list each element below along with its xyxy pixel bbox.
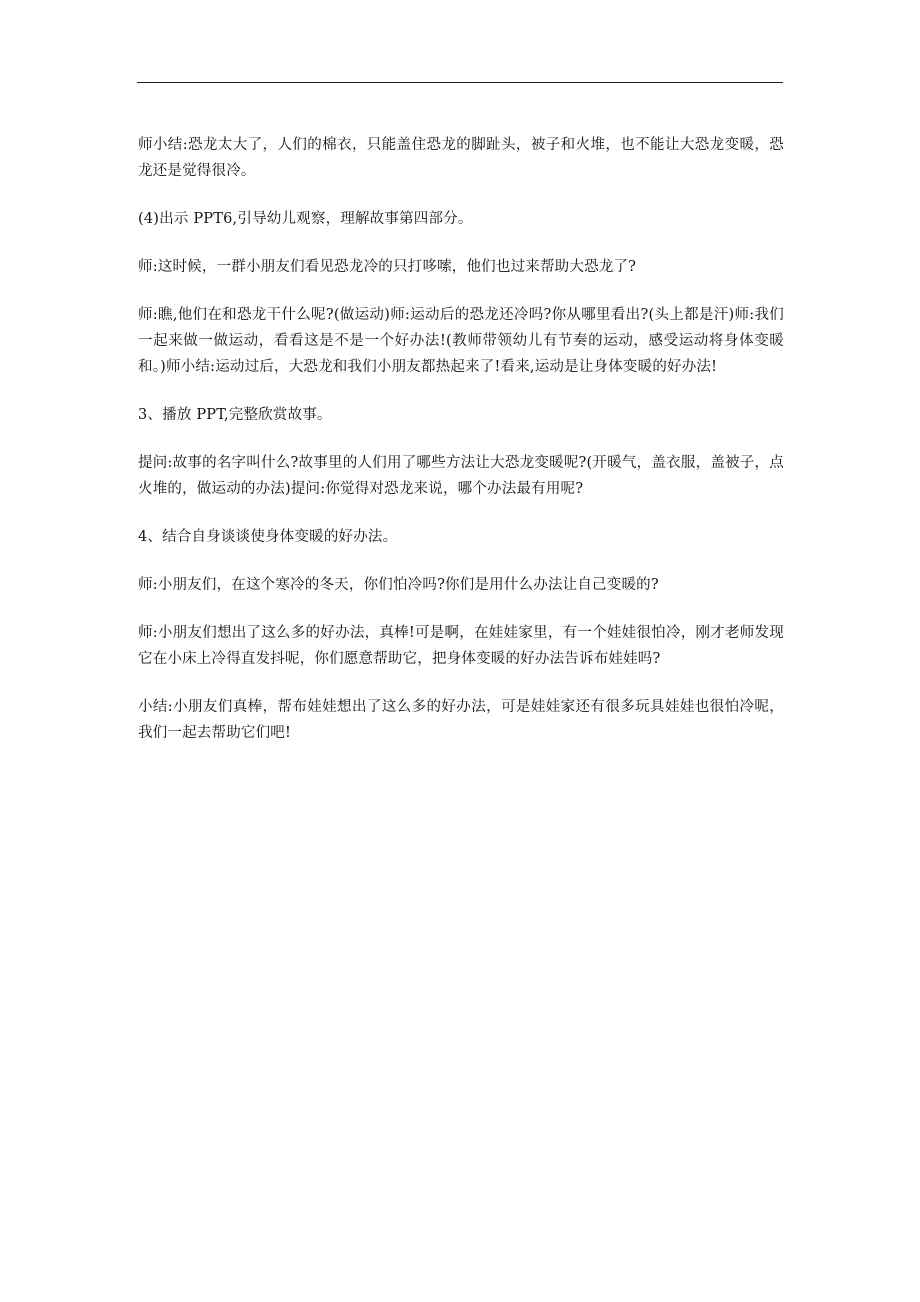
paragraph-final-summary: 小结:小朋友们真棒，帮布娃娃想出了这么多的好办法，可是娃娃家还有很多玩具娃娃也很怕冷呢，我们一起去帮助它们吧! bbox=[138, 699, 784, 741]
paragraph-winter-question: 师:小朋友们，在这个寒冷的冬天，你们怕冷吗?你们是用什么办法让自己变暖的? bbox=[138, 577, 659, 593]
paragraph-exercise: 师:瞧,他们在和恐龙干什么呢?(做运动)师:运动后的恐龙还冷吗?你从哪里看出?(头上都是汗)师:我们一起来做一做运动，看看这是不是一个好办法!(教师带领幼儿有节奏的运动，感受运动将身体变暖和。)师小结:运动过后，大恐龙和我们小朋友都热起来了!看来,运动是让身体变暖的好办法! bbox=[138, 307, 784, 375]
paragraph-ppt6: (4)出示 PPT6,引导幼儿观察，理解故事第四部分。 bbox=[138, 211, 473, 227]
paragraph-questions: 提问:故事的名字叫什么?故事里的人们用了哪些方法让大恐龙变暖呢?(开暖气，盖衣服，盖被子，点火堆的，做运动的办法)提问:你觉得对恐龙来说，哪个办法最有用呢? bbox=[138, 455, 784, 497]
paragraph-doll-cold: 师:小朋友们想出了这么多的好办法，真棒!可是啊，在娃娃家里，有一个娃娃很怕冷，刚才老师发现它在小床上冷得直发抖呢，你们愿意帮助它，把身体变暖的好办法告诉布娃娃吗? bbox=[138, 625, 784, 667]
paragraph-self-discussion: 4、结合自身谈谈使身体变暖的好办法。 bbox=[138, 529, 398, 545]
document-body bbox=[138, 132, 784, 768]
header-rule bbox=[137, 82, 783, 83]
paragraph-summary-cold: 师小结:恐龙太大了，人们的棉衣，只能盖住恐龙的脚趾头，被子和火堆，也不能让大恐龙变暖，恐龙还是觉得很冷。 bbox=[138, 137, 784, 179]
paragraph-children-help: 师:这时候，一群小朋友们看见恐龙冷的只打哆嗦，他们也过来帮助大恐龙了? bbox=[138, 259, 637, 275]
paragraph-play-ppt: 3、播放 PPT,完整欣赏故事。 bbox=[138, 407, 332, 423]
